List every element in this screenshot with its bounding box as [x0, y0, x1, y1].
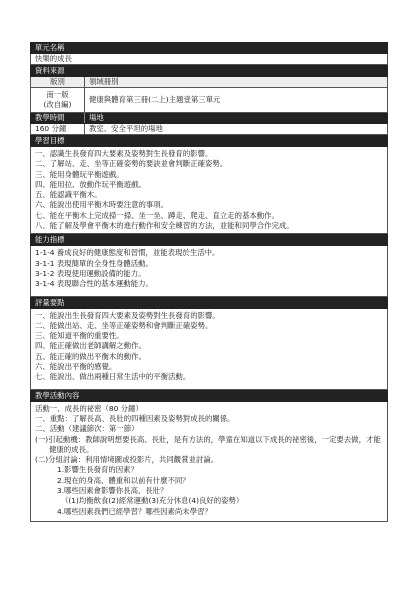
time-header-row	[30, 113, 388, 124]
indicator-item: 3-1-4 表現聯合性的基本運動能力。	[35, 279, 153, 289]
objectives-list	[30, 147, 388, 234]
question-item: （(1)均衡飲食(2)經常運動(3)充分休息(4)良好的姿勢）	[61, 496, 244, 506]
book-value: 健康與體育第三冊(二上)主題壹第三單元	[89, 95, 221, 104]
assessment-item: 四、能正確做出老師講解之動作。	[35, 341, 146, 351]
activity-line: (一)引起動機：教師說明想要長高、長壯，是有方法的，學童在知道以下成長的祕密後，一定要去做，才能健康的成長。	[35, 434, 381, 454]
assessment-item: 五、能正確的做出平衡木的動作。	[35, 351, 146, 361]
question-item: 2.現在的身高、體重和以前有什麼不同？	[57, 475, 190, 485]
lesson-plan	[30, 42, 388, 522]
question-item: 1.影響生長發育的因素？	[57, 465, 138, 475]
book-column-label: 領域冊別	[85, 77, 387, 87]
indicator-item: 1-1-4 養成良好的健康態度和習慣，並能表現於生活中。	[35, 248, 220, 258]
objective-item: 七、能在平衡木上完成掃一掃、坐一坐、蹲走、爬走、直立走的基本動作。	[35, 210, 279, 220]
unit-heading: 單元名稱	[30, 42, 388, 54]
place-heading: 場地	[89, 113, 104, 122]
question-item: 4.哪些因素我們已經學習？哪些因素尚未學習？	[57, 506, 212, 516]
objective-item: 四、能用拉、放動作玩平衡遊戲。	[35, 179, 146, 189]
objective-item: 五、能認識平衡木。	[35, 190, 102, 200]
objective-item: 六、能說出使用平衡木時要注意的事項。	[35, 200, 169, 210]
objective-item: 一、認識生長發育四大要素及姿勢對生長發育的影響。	[35, 149, 213, 158]
time-value-row	[30, 124, 388, 135]
place-value: 教室、安全平坦的場地	[89, 124, 163, 133]
version-value: 南一版 (改自編)	[31, 88, 85, 112]
indicators-list	[30, 246, 388, 296]
activity-title: 活動一、成長的祕密（80 分鐘）	[35, 403, 143, 413]
unit-name: 快樂的成長	[30, 54, 388, 65]
assessment-item: 七、能說出、做出兩種日常生活中的平衡活動。	[35, 372, 191, 382]
assessment-item: 二、能做出站、走、坐等正確姿勢和會判斷正確姿勢。	[35, 320, 213, 330]
indicator-item: 3-1-1 表現簡單的全身性身體活動。	[35, 258, 153, 268]
activity-line: 一、重點：了解長高、長壯的四種因素及姿勢對成長的關係。	[35, 413, 235, 423]
indicator-item: 3-1-2 表現使用運動設備的能力。	[35, 268, 146, 278]
activity-line: 二、活動（建議節次：第一節）	[35, 424, 139, 434]
assessment-item: 六、能說出平衡的感覺。	[35, 362, 117, 372]
assessment-heading: 評量要點	[30, 297, 388, 309]
activity-line: (二)分組討論：利用情境圖或投影片，共同觀賞並討論。	[35, 455, 219, 465]
assessment-list	[30, 309, 388, 390]
objective-item: 八、能了解及學會平衡木的進行動作和安全練習的方法，並能和同學合作完成。	[35, 221, 294, 231]
time-heading: 教學時間	[31, 113, 85, 123]
objective-item: 三、能用身體玩平衡遊戲。	[35, 169, 124, 179]
indicators-heading: 能力指標	[30, 234, 388, 246]
assessment-item: 三、能知道平衡的重要性。	[35, 331, 124, 341]
objectives-heading: 學習目標	[30, 135, 388, 147]
objective-item: 二、了解站、走、坐等正確姿勢的要訣並會判斷正確姿勢。	[35, 159, 228, 169]
assessment-item: 一、能說出生長發育四大要素及姿勢對生長發育的影響。	[35, 310, 220, 320]
source-value-row	[30, 88, 388, 113]
source-header-row	[30, 77, 388, 88]
activities-heading: 教學活動內容	[30, 390, 388, 402]
source-heading: 資料來源	[30, 65, 388, 77]
activities-list	[30, 402, 388, 522]
time-value: 160 分鐘	[31, 124, 85, 134]
version-column-label: 版別	[31, 77, 85, 87]
question-item: 3.哪些因素會影響你長高、長壯？	[57, 486, 168, 496]
